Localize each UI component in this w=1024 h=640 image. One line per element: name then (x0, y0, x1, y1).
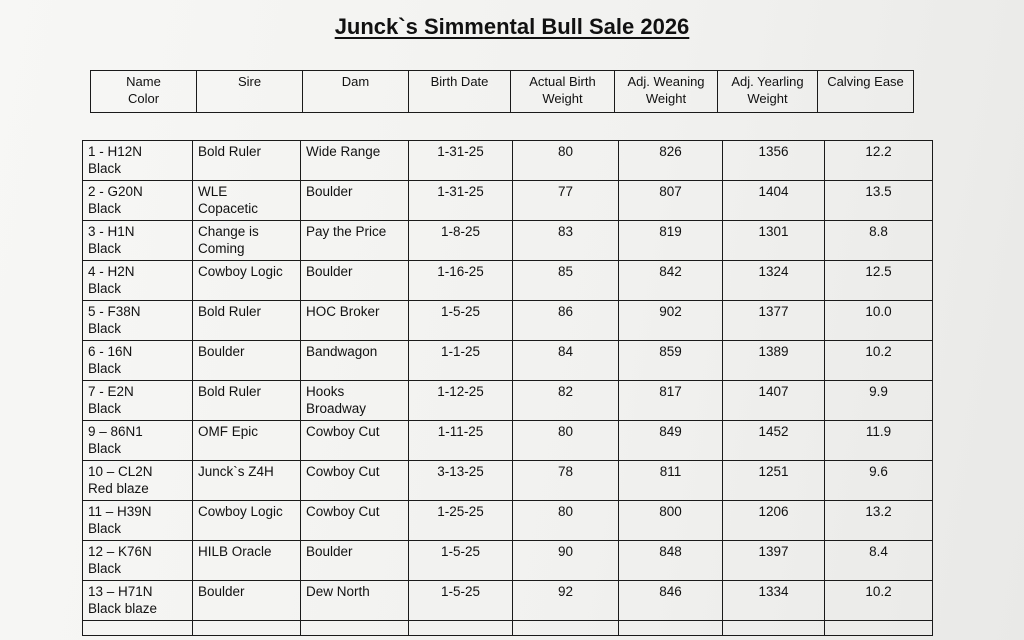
calving-ease-cell (825, 581, 933, 621)
sire-cell (193, 181, 301, 221)
sire-cell-text: Cowboy Logic (198, 264, 283, 279)
dam-cell (301, 421, 409, 461)
weaning-weight-cell-text: 826 (659, 144, 682, 159)
name-color-cell-text: 9 – 86N1 (88, 424, 143, 439)
birth-weight-cell-text: 77 (557, 184, 574, 199)
name-color-cell (83, 261, 193, 301)
sire-cell (193, 261, 301, 301)
yearling-weight-cell-text: 1301 (758, 224, 789, 239)
blank-cell (301, 621, 409, 636)
column-header-line: Name (126, 74, 161, 89)
dam-cell-text: Wide Range (306, 144, 381, 159)
weaning-weight-cell (619, 581, 723, 621)
weaning-weight-cell-text: 849 (659, 424, 682, 439)
table-row (83, 341, 933, 381)
table-row (83, 261, 933, 301)
calving-ease-cell-text: 11.9 (865, 424, 892, 439)
yearling-weight-cell (723, 421, 825, 461)
birth-weight-cell (513, 221, 619, 261)
weaning-weight-cell-text: 848 (659, 544, 682, 559)
birth-weight-cell-text: 78 (557, 464, 574, 479)
yearling-weight-cell-text: 1397 (758, 544, 789, 559)
calving-ease-cell-text: 12.2 (865, 144, 892, 159)
column-header-line: Birth Date (430, 74, 489, 89)
yearling-weight-cell-text: 1452 (758, 424, 789, 439)
dam-cell (301, 461, 409, 501)
dam-cell (301, 301, 409, 341)
birth-date-cell-text: 3-13-25 (437, 464, 484, 479)
header-table (90, 70, 914, 113)
birth-date-cell (409, 221, 513, 261)
blank-cell (193, 621, 301, 636)
birth-date-cell (409, 541, 513, 581)
weaning-weight-cell-text: 842 (659, 264, 682, 279)
weaning-weight-cell (619, 381, 723, 421)
yearling-weight-cell (723, 581, 825, 621)
birth-weight-cell (513, 341, 619, 381)
column-header-line: Dam (341, 74, 370, 89)
weaning-weight-cell-text: 800 (659, 504, 682, 519)
birth-weight-cell-text: 82 (557, 384, 574, 399)
yearling-weight-cell (723, 181, 825, 221)
table-row (83, 501, 933, 541)
sire-cell-text: OMF Epic (198, 424, 259, 439)
dam-cell-text: HOC Broker (306, 304, 380, 319)
dam-cell-text: Cowboy Cut (306, 504, 380, 519)
table-row (83, 461, 933, 501)
birth-weight-cell (513, 421, 619, 461)
blank-cell (723, 621, 825, 636)
dam-cell-text: Broadway (306, 401, 367, 416)
birth-weight-cell-text: 83 (557, 224, 574, 239)
birth-weight-cell-text: 84 (557, 344, 574, 359)
page-title: Junck`s Simmental Bull Sale 2026 (334, 14, 690, 39)
birth-date-cell (409, 501, 513, 541)
column-header-line: Weight (645, 91, 687, 106)
calving-ease-cell (825, 421, 933, 461)
name-color-cell (83, 341, 193, 381)
yearling-weight-cell (723, 381, 825, 421)
name-color-cell (83, 301, 193, 341)
sire-cell (193, 301, 301, 341)
sire-cell (193, 341, 301, 381)
name-color-cell-text: Black (88, 281, 122, 296)
sire-cell-text: Coming (198, 241, 245, 256)
dam-cell (301, 381, 409, 421)
sire-cell-text: Bold Ruler (198, 144, 262, 159)
yearling-weight-cell (723, 261, 825, 301)
weaning-weight-cell-text: 859 (659, 344, 682, 359)
weaning-weight-cell (619, 501, 723, 541)
name-color-cell (83, 141, 193, 181)
weaning-weight-cell-text: 817 (659, 384, 682, 399)
blank-row (83, 621, 933, 636)
calving-ease-cell-text: 9.6 (869, 464, 888, 479)
dam-cell-text: Cowboy Cut (306, 464, 380, 479)
name-color-cell-text: Black (88, 401, 122, 416)
blank-cell (83, 621, 193, 636)
weaning-weight-cell-text: 846 (659, 584, 682, 599)
birth-date-cell (409, 181, 513, 221)
sire-cell-text: Bold Ruler (198, 384, 262, 399)
sire-cell (193, 461, 301, 501)
weaning-weight-cell (619, 221, 723, 261)
dam-cell-text: Boulder (306, 264, 353, 279)
yearling-weight-cell-text: 1206 (758, 504, 789, 519)
weaning-weight-cell-text: 902 (659, 304, 682, 319)
birth-date-cell (409, 461, 513, 501)
calving-ease-cell (825, 461, 933, 501)
dam-cell-text: Cowboy Cut (306, 424, 380, 439)
column-header (91, 71, 197, 113)
yearling-weight-cell-text: 1389 (758, 344, 789, 359)
yearling-weight-cell-text: 1404 (758, 184, 789, 199)
weaning-weight-cell (619, 541, 723, 581)
calving-ease-cell-text: 12.5 (865, 264, 892, 279)
name-color-cell-text: 10 – CL2N (88, 464, 153, 479)
yearling-weight-cell (723, 301, 825, 341)
name-color-cell-text: Black (88, 361, 122, 376)
name-color-cell (83, 221, 193, 261)
weaning-weight-cell (619, 261, 723, 301)
name-color-cell-text: 1 - H12N (88, 144, 143, 159)
dam-cell-text: Dew North (306, 584, 370, 599)
name-color-cell-text: Red blaze (88, 481, 149, 496)
name-color-cell-text: Black (88, 561, 122, 576)
calving-ease-cell-text: 13.2 (865, 504, 892, 519)
sire-cell (193, 221, 301, 261)
column-header-line: Actual Birth (529, 74, 596, 89)
name-color-cell-text: 5 - F38N (88, 304, 141, 319)
calving-ease-cell-text: 13.5 (865, 184, 892, 199)
birth-weight-cell-text: 80 (557, 144, 574, 159)
sire-cell-text: Junck`s Z4H (198, 464, 274, 479)
name-color-cell-text: Black (88, 201, 122, 216)
dam-cell (301, 141, 409, 181)
column-header (197, 71, 303, 113)
header-row (91, 71, 914, 113)
birth-date-cell (409, 581, 513, 621)
column-header (409, 71, 511, 113)
birth-date-cell (409, 341, 513, 381)
column-header (818, 71, 914, 113)
column-header-line: Adj. Yearling (731, 74, 804, 89)
birth-weight-cell (513, 581, 619, 621)
calving-ease-cell (825, 141, 933, 181)
name-color-cell-text: Black (88, 241, 122, 256)
birth-date-cell-text: 1-11-25 (437, 424, 484, 439)
yearling-weight-cell-text: 1407 (758, 384, 789, 399)
sire-cell-text: Copacetic (198, 201, 259, 216)
yearling-weight-cell (723, 501, 825, 541)
weaning-weight-cell (619, 461, 723, 501)
dam-cell (301, 181, 409, 221)
yearling-weight-cell (723, 221, 825, 261)
yearling-weight-cell-text: 1377 (758, 304, 789, 319)
birth-weight-cell (513, 381, 619, 421)
sire-cell (193, 581, 301, 621)
name-color-cell-text: 13 – H71N (88, 584, 153, 599)
name-color-cell-text: 11 – H39N (88, 504, 152, 519)
birth-date-cell-text: 1-12-25 (437, 384, 484, 399)
birth-weight-cell (513, 541, 619, 581)
name-color-cell (83, 421, 193, 461)
sire-cell-text: Change is (198, 224, 259, 239)
dam-cell-text: Boulder (306, 544, 353, 559)
calving-ease-cell-text: 8.8 (869, 224, 888, 239)
birth-date-cell (409, 141, 513, 181)
calving-ease-cell-text: 10.2 (865, 584, 892, 599)
birth-date-cell-text: 1-5-25 (440, 584, 481, 599)
birth-weight-cell (513, 501, 619, 541)
column-header-line: Sire (237, 74, 262, 89)
sire-cell-text: Cowboy Logic (198, 504, 283, 519)
blank-cell (825, 621, 933, 636)
blank-cell (513, 621, 619, 636)
table-row (83, 181, 933, 221)
name-color-cell-text: 12 – K76N (88, 544, 152, 559)
column-header-line: Weight (542, 91, 583, 106)
birth-weight-cell-text: 85 (557, 264, 574, 279)
birth-date-cell-text: 1-16-25 (437, 264, 484, 279)
name-color-cell-text: 4 - H2N (88, 264, 135, 279)
name-color-cell (83, 381, 193, 421)
yearling-weight-cell (723, 541, 825, 581)
weaning-weight-cell-text: 811 (659, 464, 682, 479)
calving-ease-cell (825, 301, 933, 341)
name-color-cell-text: 2 - G20N (88, 184, 143, 199)
birth-weight-cell (513, 301, 619, 341)
calving-ease-cell (825, 541, 933, 581)
yearling-weight-cell (723, 341, 825, 381)
weaning-weight-cell-text: 807 (659, 184, 682, 199)
calving-ease-cell-text: 10.0 (865, 304, 892, 319)
birth-weight-cell-text: 80 (557, 424, 574, 439)
dam-cell-text: Bandwagon (306, 344, 378, 359)
calving-ease-cell (825, 381, 933, 421)
weaning-weight-cell (619, 141, 723, 181)
dam-cell (301, 501, 409, 541)
table-row (83, 581, 933, 621)
name-color-cell (83, 541, 193, 581)
table-row (83, 141, 933, 181)
sire-cell (193, 501, 301, 541)
yearling-weight-cell-text: 1334 (758, 584, 789, 599)
name-color-cell-text: Black blaze (88, 601, 158, 616)
sire-cell (193, 421, 301, 461)
weaning-weight-cell (619, 421, 723, 461)
blank-cell (619, 621, 723, 636)
birth-weight-cell-text: 80 (557, 504, 574, 519)
column-header-line: Color (127, 91, 160, 106)
sire-cell-text: Boulder (198, 344, 245, 359)
calving-ease-cell-text: 10.2 (865, 344, 892, 359)
dam-cell-text: Boulder (306, 184, 353, 199)
name-color-cell-text: 6 - 16N (88, 344, 133, 359)
birth-date-cell (409, 261, 513, 301)
birth-date-cell-text: 1-31-25 (437, 184, 484, 199)
dam-cell-text: Hooks (306, 384, 345, 399)
birth-weight-cell (513, 181, 619, 221)
weaning-weight-cell (619, 181, 723, 221)
birth-date-cell-text: 1-1-25 (440, 344, 481, 359)
bull-table (82, 140, 933, 636)
weaning-weight-cell-text: 819 (659, 224, 682, 239)
yearling-weight-cell-text: 1324 (758, 264, 789, 279)
sire-cell (193, 381, 301, 421)
calving-ease-cell (825, 341, 933, 381)
calving-ease-cell (825, 501, 933, 541)
name-color-cell (83, 181, 193, 221)
table-row (83, 301, 933, 341)
birth-date-cell-text: 1-8-25 (440, 224, 481, 239)
birth-date-cell (409, 381, 513, 421)
name-color-cell-text: Black (88, 321, 122, 336)
dam-cell (301, 221, 409, 261)
dam-cell-text: Pay the Price (306, 224, 387, 239)
table-row (83, 221, 933, 261)
name-color-cell-text: Black (88, 161, 122, 176)
birth-weight-cell-text: 92 (557, 584, 574, 599)
birth-date-cell-text: 1-31-25 (437, 144, 484, 159)
yearling-weight-cell (723, 141, 825, 181)
birth-weight-cell (513, 141, 619, 181)
birth-weight-cell (513, 461, 619, 501)
name-color-cell (83, 581, 193, 621)
name-color-cell-text: Black (88, 441, 122, 456)
yearling-weight-cell-text: 1251 (758, 464, 789, 479)
calving-ease-cell (825, 181, 933, 221)
yearling-weight-cell (723, 461, 825, 501)
name-color-cell-text: Black (88, 521, 122, 536)
sire-cell-text: Boulder (198, 584, 245, 599)
calving-ease-cell-text: 9.9 (869, 384, 888, 399)
birth-date-cell-text: 1-5-25 (440, 304, 481, 319)
dam-cell (301, 581, 409, 621)
dam-cell (301, 341, 409, 381)
sire-cell (193, 141, 301, 181)
column-header-line: Adj. Weaning (627, 74, 705, 89)
blank-cell (409, 621, 513, 636)
column-header (615, 71, 718, 113)
calving-ease-cell (825, 221, 933, 261)
birth-date-cell-text: 1-25-25 (437, 504, 484, 519)
yearling-weight-cell-text: 1356 (758, 144, 789, 159)
sire-cell (193, 541, 301, 581)
name-color-cell (83, 461, 193, 501)
column-header (718, 71, 818, 113)
column-header (303, 71, 409, 113)
weaning-weight-cell (619, 301, 723, 341)
birth-weight-cell-text: 86 (557, 304, 574, 319)
dam-cell (301, 261, 409, 301)
table-row (83, 421, 933, 461)
column-header (511, 71, 615, 113)
sire-cell-text: HILB Oracle (198, 544, 272, 559)
birth-weight-cell (513, 261, 619, 301)
name-color-cell-text: 7 - E2N (88, 384, 134, 399)
table-row (83, 541, 933, 581)
dam-cell (301, 541, 409, 581)
birth-date-cell-text: 1-5-25 (440, 544, 481, 559)
sire-cell-text: Bold Ruler (198, 304, 262, 319)
name-color-cell (83, 501, 193, 541)
sire-cell-text: WLE (198, 184, 228, 199)
name-color-cell-text: 3 - H1N (88, 224, 135, 239)
birth-date-cell (409, 301, 513, 341)
birth-weight-cell-text: 90 (557, 544, 574, 559)
calving-ease-cell (825, 261, 933, 301)
calving-ease-cell-text: 8.4 (869, 544, 888, 559)
weaning-weight-cell (619, 341, 723, 381)
column-header-line: Weight (747, 91, 788, 106)
birth-date-cell (409, 421, 513, 461)
table-row (83, 381, 933, 421)
column-header-line: Calving Ease (827, 74, 904, 89)
